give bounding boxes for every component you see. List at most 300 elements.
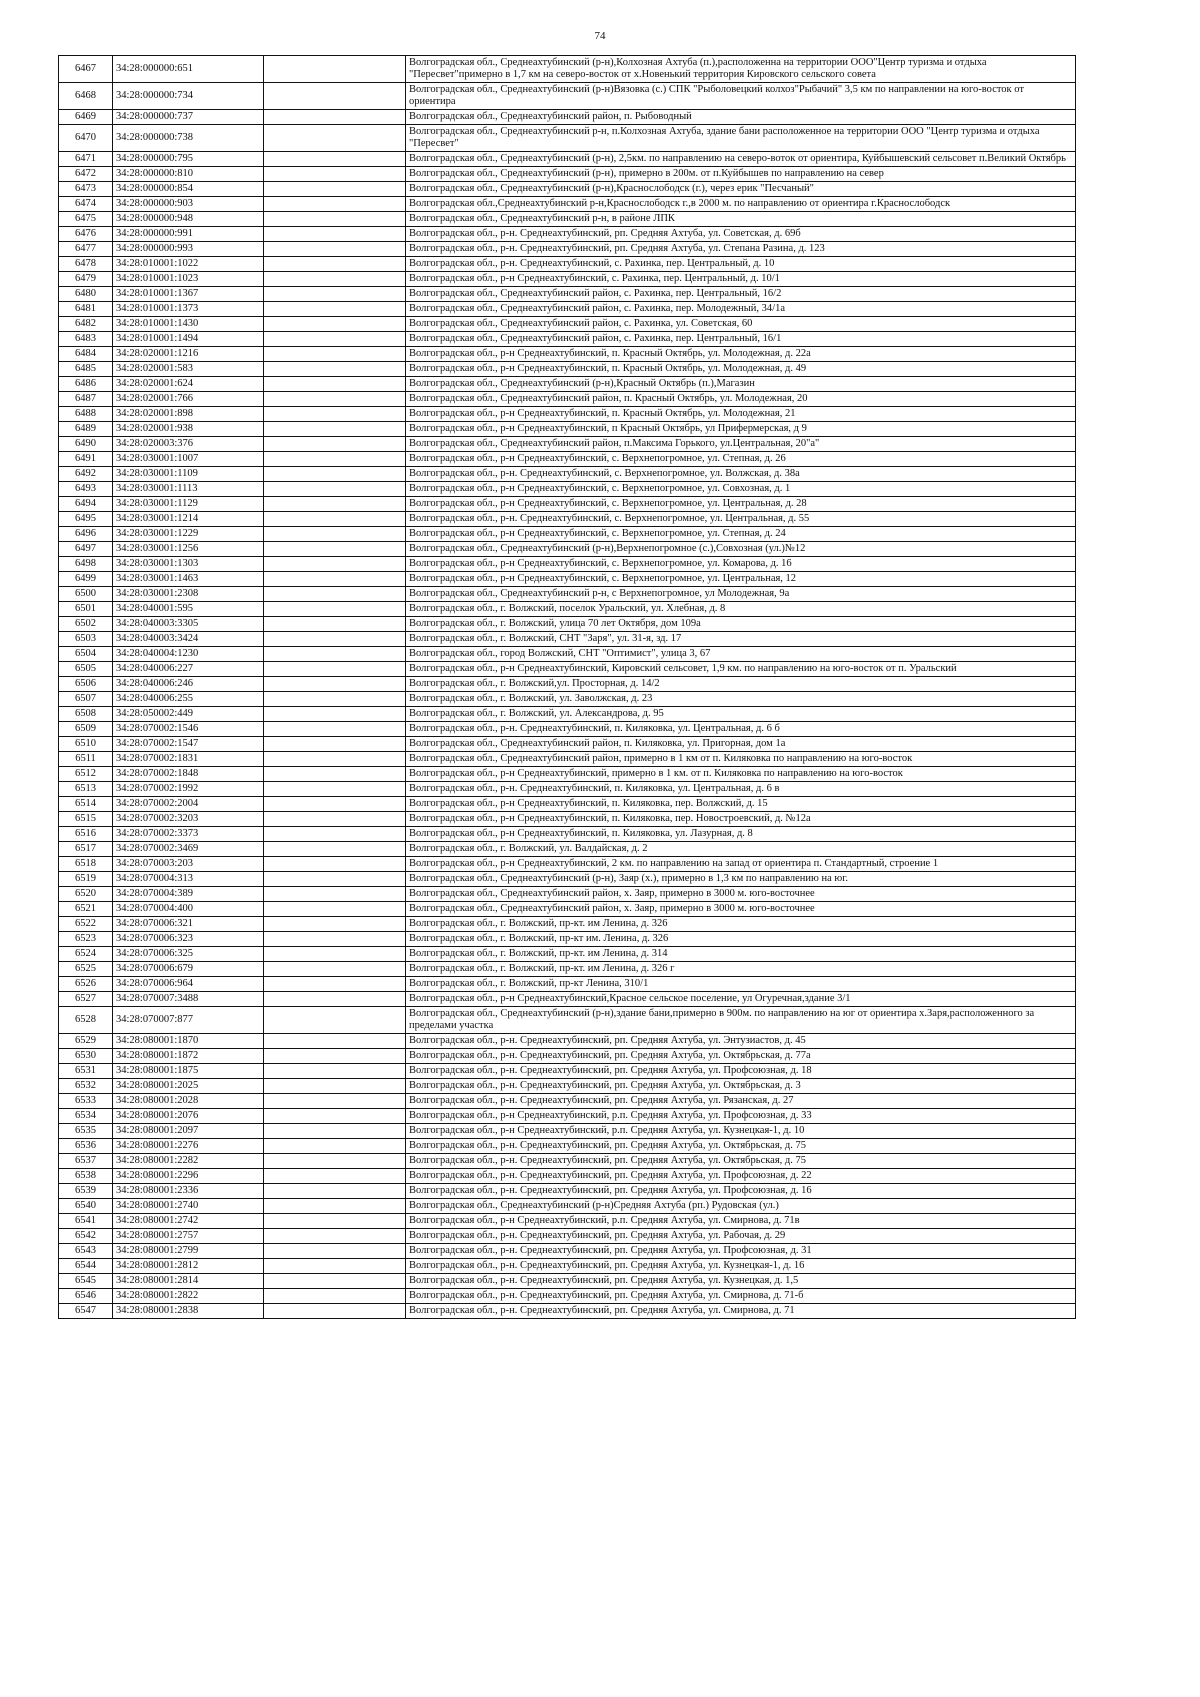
address-cell: Волгоградская обл., Среднеахтубинский район, с. Рахинка, пер. Центральный, 16/2 [406,287,1076,302]
address-cell: Волгоградская обл., Среднеахтубинский район, примерно в 1 км от п. Киляковка по направлению на юго-восток [406,752,1076,767]
cadastral-number: 34:28:040006:246 [113,677,264,692]
address-cell: Волгоградская обл., р-н Среднеахтубинский, с. Верхнепогромное, ул. Степная, д. 26 [406,452,1076,467]
table-row [59,722,1076,737]
row-number: 6499 [59,572,113,587]
table-row [59,617,1076,632]
empty-cell [264,1244,406,1259]
empty-cell [264,1049,406,1064]
empty-cell [264,407,406,422]
cadastral-number: 34:28:040006:227 [113,662,264,677]
address-cell: Волгоградская обл., Среднеахтубинский (р-н),Верхнепогромное (с.),Совхозная (ул.)№12 [406,542,1076,557]
row-number: 6498 [59,557,113,572]
address-cell: Волгоградская обл., Среднеахтубинский р-н, с Верхнепогромное, ул Молодежная, 9а [406,587,1076,602]
address-cell: Волгоградская обл., Среднеахтубинский (р-н),Красный Октябрь (п.),Магазин [406,377,1076,392]
address-cell: Волгоградская обл., г. Волжский, ул. Александрова, д. 95 [406,707,1076,722]
cadastral-number: 34:28:030001:1129 [113,497,264,512]
row-number: 6534 [59,1109,113,1124]
empty-cell [264,872,406,887]
table-row [59,797,1076,812]
row-number: 6473 [59,182,113,197]
cadastral-number: 34:28:070004:389 [113,887,264,902]
table-row [59,212,1076,227]
empty-cell [264,587,406,602]
row-number: 6515 [59,812,113,827]
row-number: 6484 [59,347,113,362]
row-number: 6508 [59,707,113,722]
table-row [59,302,1076,317]
address-cell: Волгоградская обл., Среднеахтубинский район, х. Заяр, примерно в 3000 м. юго-восточнее [406,887,1076,902]
table-row [59,1034,1076,1049]
cadastral-number: 34:28:080001:2025 [113,1079,264,1094]
empty-cell [264,287,406,302]
address-cell: Волгоградская обл., Среднеахтубинский (р-н), 2,5км. по направлению на северо-воток от ориентира, Куйбышевский сельсовет п.Великий Октябрь [406,152,1076,167]
cadastral-number: 34:28:070002:1546 [113,722,264,737]
row-number: 6519 [59,872,113,887]
row-number: 6518 [59,857,113,872]
row-number: 6524 [59,947,113,962]
empty-cell [264,887,406,902]
row-number: 6517 [59,842,113,857]
empty-cell [264,56,406,83]
cadastral-number: 34:28:070002:2004 [113,797,264,812]
table-row [59,887,1076,902]
cadastral-number: 34:28:070002:1547 [113,737,264,752]
row-number: 6522 [59,917,113,932]
row-number: 6541 [59,1214,113,1229]
address-cell: Волгоградская обл., Среднеахтубинский (р-н),Краснослободск (г.), через ерик "Песчаный" [406,182,1076,197]
table-row [59,1124,1076,1139]
empty-cell [264,377,406,392]
address-cell: Волгоградская обл., Среднеахтубинский район, п. Киляковка, ул. Пригорная, дом 1а [406,737,1076,752]
cadastral-number: 34:28:070002:3373 [113,827,264,842]
address-cell: Волгоградская обл., р-н Среднеахтубинский, с. Верхнепогромное, ул. Центральная, д. 28 [406,497,1076,512]
address-cell: Волгоградская обл., р-н. Среднеахтубинский, рп. Средняя Ахтуба, ул. Октябрьская, д. 3 [406,1079,1076,1094]
cadastral-number: 34:28:080001:2076 [113,1109,264,1124]
empty-cell [264,1259,406,1274]
empty-cell [264,647,406,662]
address-cell: Волгоградская обл., г. Волжский, пр-кт. им Ленина, д. 326 [406,917,1076,932]
row-number: 6537 [59,1154,113,1169]
table-row [59,782,1076,797]
cadastral-number: 34:28:080001:2799 [113,1244,264,1259]
address-cell: Волгоградская обл., р-н Среднеахтубинский, п. Красный Октябрь, ул. Молодежная, д. 49 [406,362,1076,377]
address-cell: Волгоградская обл., р-н. Среднеахтубинский, с. Верхнепогромное, ул. Волжская, д. 38а [406,467,1076,482]
cadastral-number: 34:28:000000:734 [113,83,264,110]
row-number: 6486 [59,377,113,392]
cadastral-number: 34:28:010001:1022 [113,257,264,272]
table-row [59,1274,1076,1289]
table-row [59,1154,1076,1169]
table-row [59,83,1076,110]
cadastral-number: 34:28:080001:2838 [113,1304,264,1319]
table-row [59,1079,1076,1094]
empty-cell [264,437,406,452]
row-number: 6474 [59,197,113,212]
address-cell: Волгоградская обл., р-н. Среднеахтубинский, рп. Средняя Ахтуба, ул. Профсоюзная, д. 16 [406,1184,1076,1199]
row-number: 6542 [59,1229,113,1244]
address-cell: Волгоградская обл., р-н Среднеахтубинский, с. Верхнепогромное, ул. Степная, д. 24 [406,527,1076,542]
cadastral-number: 34:28:000000:737 [113,110,264,125]
row-number: 6507 [59,692,113,707]
row-number: 6521 [59,902,113,917]
address-cell: Волгоградская обл., Среднеахтубинский (р-н),здание бани,примерно в 900м. по направлению на юг от ориентира х.Заря,расположенного за пределами участка [406,1007,1076,1034]
empty-cell [264,1229,406,1244]
empty-cell [264,812,406,827]
table-row [59,872,1076,887]
row-number: 6531 [59,1064,113,1079]
empty-cell [264,677,406,692]
cadastral-number: 34:28:010001:1430 [113,317,264,332]
empty-cell [264,1214,406,1229]
table-row [59,287,1076,302]
address-cell: Волгоградская обл., р-н Среднеахтубинский, п. Красный Октябрь, ул. Молодежная, д. 22а [406,347,1076,362]
table-row [59,947,1076,962]
cadastral-number: 34:28:010001:1373 [113,302,264,317]
table-row [59,1049,1076,1064]
row-number: 6488 [59,407,113,422]
table-row [59,1259,1076,1274]
address-cell: Волгоградская обл., р-н. Среднеахтубинский, рп. Средняя Ахтуба, ул. Смирнова, д. 71-б [406,1289,1076,1304]
cadastral-number: 34:28:070002:1831 [113,752,264,767]
empty-cell [264,272,406,287]
row-number: 6477 [59,242,113,257]
address-cell: Волгоградская обл., р-н Среднеахтубинский, с. Верхнепогромное, ул. Комарова, д. 16 [406,557,1076,572]
empty-cell [264,1139,406,1154]
table-row [59,1169,1076,1184]
address-cell: Волгоградская обл., Среднеахтубинский р-н, в районе ЛПК [406,212,1076,227]
empty-cell [264,572,406,587]
table-row [59,1304,1076,1319]
row-number: 6467 [59,56,113,83]
row-number: 6493 [59,482,113,497]
empty-cell [264,347,406,362]
address-cell: Волгоградская обл., р-н Среднеахтубинский, с. Рахинка, пер. Центральный, д. 10/1 [406,272,1076,287]
empty-cell [264,857,406,872]
cadastral-number: 34:28:080001:2336 [113,1184,264,1199]
row-number: 6481 [59,302,113,317]
cadastral-number: 34:28:000000:738 [113,125,264,152]
empty-cell [264,932,406,947]
empty-cell [264,152,406,167]
table-row [59,827,1076,842]
empty-cell [264,125,406,152]
cadastral-number: 34:28:070006:325 [113,947,264,962]
cadastral-number: 34:28:040001:595 [113,602,264,617]
cadastral-number: 34:28:080001:1875 [113,1064,264,1079]
address-cell: Волгоградская обл., р-н. Среднеахтубинский, п. Киляковка, ул. Центральная, д. 6 в [406,782,1076,797]
address-cell: Волгоградская обл., р-н. Среднеахтубинский, рп. Средняя Ахтуба, ул. Профсоюзная, д. 22 [406,1169,1076,1184]
row-number: 6506 [59,677,113,692]
row-number: 6526 [59,977,113,992]
row-number: 6496 [59,527,113,542]
row-number: 6535 [59,1124,113,1139]
table-row [59,917,1076,932]
address-cell: Волгоградская обл., р-н. Среднеахтубинский, рп. Средняя Ахтуба, ул. Смирнова, д. 71 [406,1304,1076,1319]
table-row [59,332,1076,347]
row-number: 6475 [59,212,113,227]
cadastral-number: 34:28:070004:400 [113,902,264,917]
cadastral-number: 34:28:080001:2282 [113,1154,264,1169]
cadastral-number: 34:28:080001:2296 [113,1169,264,1184]
table-row [59,437,1076,452]
empty-cell [264,752,406,767]
table-row [59,272,1076,287]
cadastral-number: 34:28:010001:1023 [113,272,264,287]
address-cell: Волгоградская обл.,Среднеахтубинский р-н,Краснослободск г.,в 2000 м. по направлению от ориентира г.Краснослободск [406,197,1076,212]
empty-cell [264,302,406,317]
cadastral-number: 34:28:000000:991 [113,227,264,242]
table-row [59,407,1076,422]
empty-cell [264,1034,406,1049]
cadastral-number: 34:28:030001:1214 [113,512,264,527]
row-number: 6528 [59,1007,113,1034]
cadastral-number: 34:28:020003:376 [113,437,264,452]
cadastral-number: 34:28:080001:2028 [113,1094,264,1109]
empty-cell [264,962,406,977]
row-number: 6525 [59,962,113,977]
empty-cell [264,332,406,347]
registry-table-body [59,56,1076,1319]
cadastral-number: 34:28:070002:3469 [113,842,264,857]
cadastral-number: 34:28:040004:1230 [113,647,264,662]
cadastral-number: 34:28:080001:2097 [113,1124,264,1139]
empty-cell [264,1199,406,1214]
address-cell: Волгоградская обл., Среднеахтубинский (р-н), Заяр (х.), примерно в 1,3 км по направлению на юг. [406,872,1076,887]
address-cell: Волгоградская обл., р-н. Среднеахтубинский, с. Верхнепогромное, ул. Центральная, д. 55 [406,512,1076,527]
cadastral-number: 34:28:030001:1007 [113,452,264,467]
address-cell: Волгоградская обл., р-н Среднеахтубинский,Красное сельское поселение, ул Огуречная,здание 3/1 [406,992,1076,1007]
empty-cell [264,242,406,257]
empty-cell [264,782,406,797]
address-cell: Волгоградская обл., р-н. Среднеахтубинский, рп. Средняя Ахтуба, ул. Октябрьская, д. 75 [406,1154,1076,1169]
cadastral-number: 34:28:080001:1872 [113,1049,264,1064]
empty-cell [264,197,406,212]
row-number: 6500 [59,587,113,602]
cadastral-number: 34:28:000000:795 [113,152,264,167]
cadastral-number: 34:28:000000:810 [113,167,264,182]
row-number: 6545 [59,1274,113,1289]
address-cell: Волгоградская обл., Среднеахтубинский район, с. Рахинка, пер. Молодежный, 34/1а [406,302,1076,317]
table-row [59,992,1076,1007]
cadastral-number: 34:28:030001:1109 [113,467,264,482]
row-number: 6538 [59,1169,113,1184]
table-row [59,932,1076,947]
empty-cell [264,1169,406,1184]
table-row [59,692,1076,707]
cadastral-number: 34:28:030001:2308 [113,587,264,602]
cadastral-number: 34:28:080001:2740 [113,1199,264,1214]
row-number: 6471 [59,152,113,167]
address-cell: Волгоградская обл., Среднеахтубинский район, п. Красный Октябрь, ул. Молодежная, 20 [406,392,1076,407]
table-row [59,167,1076,182]
row-number: 6490 [59,437,113,452]
empty-cell [264,1079,406,1094]
row-number: 6468 [59,83,113,110]
empty-cell [264,767,406,782]
row-number: 6529 [59,1034,113,1049]
empty-cell [264,662,406,677]
table-row [59,752,1076,767]
row-number: 6469 [59,110,113,125]
empty-cell [264,977,406,992]
row-number: 6495 [59,512,113,527]
address-cell: Волгоградская обл., р-н. Среднеахтубинский, рп. Средняя Ахтуба, ул. Советская, д. 69б [406,227,1076,242]
empty-cell [264,212,406,227]
table-row [59,962,1076,977]
cadastral-number: 34:28:070006:964 [113,977,264,992]
row-number: 6494 [59,497,113,512]
address-cell: Волгоградская обл., р-н Среднеахтубинский, п. Киляковка, пер. Новостроевский, д. №12а [406,812,1076,827]
address-cell: Волгоградская обл., р-н. Среднеахтубинский, рп. Средняя Ахтуба, ул. Рабочая, д. 29 [406,1229,1076,1244]
table-row [59,497,1076,512]
cadastral-number: 34:28:070004:313 [113,872,264,887]
table-row [59,125,1076,152]
row-number: 6472 [59,167,113,182]
empty-cell [264,842,406,857]
row-number: 6478 [59,257,113,272]
cadastral-number: 34:28:080001:2742 [113,1214,264,1229]
address-cell: Волгоградская обл., Среднеахтубинский (р-н), примерно в 200м. от п.Куйбышев по направлению на север [406,167,1076,182]
address-cell: Волгоградская обл., г. Волжский, пр-кт Ленина, 310/1 [406,977,1076,992]
address-cell: Волгоградская обл., р-н. Среднеахтубинский, п. Киляковка, ул. Центральная, д. 6 б [406,722,1076,737]
empty-cell [264,512,406,527]
address-cell: Волгоградская обл., р-н Среднеахтубинский, Кировский сельсовет, 1,9 км. по направлению на юго-восток от п. Уральский [406,662,1076,677]
row-number: 6546 [59,1289,113,1304]
empty-cell [264,482,406,497]
address-cell: Волгоградская обл., р-н. Среднеахтубинский, рп. Средняя Ахтуба, ул. Октябрьская, д. 75 [406,1139,1076,1154]
address-cell: Волгоградская обл., Среднеахтубинский район, с. Рахинка, ул. Советская, 60 [406,317,1076,332]
empty-cell [264,632,406,647]
table-row [59,227,1076,242]
address-cell: Волгоградская обл., р-н. Среднеахтубинский, рп. Средняя Ахтуба, ул. Профсоюзная, д. 31 [406,1244,1076,1259]
row-number: 6520 [59,887,113,902]
row-number: 6527 [59,992,113,1007]
row-number: 6516 [59,827,113,842]
table-row [59,467,1076,482]
table-row [59,347,1076,362]
address-cell: Волгоградская обл., р-н. Среднеахтубинский, с. Рахинка, пер. Центральный, д. 10 [406,257,1076,272]
address-cell: Волгоградская обл., р-н. Среднеахтубинский, рп. Средняя Ахтуба, ул. Кузнецкая, д. 1,5 [406,1274,1076,1289]
address-cell: Волгоградская обл., р-н Среднеахтубинский, с. Верхнепогромное, ул. Совхозная, д. 1 [406,482,1076,497]
address-cell: Волгоградская обл., Среднеахтубинский район, х. Заяр, примерно в 3000 м. юго-восточнее [406,902,1076,917]
table-row [59,56,1076,83]
cadastral-number: 34:28:070003:203 [113,857,264,872]
cadastral-number: 34:28:030001:1303 [113,557,264,572]
address-cell: Волгоградская обл., г. Волжский, СНТ "Заря", ул. 31-я, зд. 17 [406,632,1076,647]
empty-cell [264,1124,406,1139]
empty-cell [264,1007,406,1034]
empty-cell [264,902,406,917]
empty-cell [264,557,406,572]
table-row [59,242,1076,257]
empty-cell [264,1064,406,1079]
address-cell: Волгоградская обл., р-н. Среднеахтубинский, рп. Средняя Ахтуба, ул. Рязанская, д. 27 [406,1094,1076,1109]
empty-cell [264,1154,406,1169]
table-row [59,767,1076,782]
table-row [59,1139,1076,1154]
address-cell: Волгоградская обл., Среднеахтубинский (р-н)Средняя Ахтуба (рп.) Рудовская (ул.) [406,1199,1076,1214]
row-number: 6513 [59,782,113,797]
address-cell: Волгоградская обл., Среднеахтубинский (р-н),Колхозная Ахтуба (п.),расположенна на территории ООО"Центр туризма и отдыха "Пересвет"примерно в 1,7 км на северо-восток от х.Новенький территория Кировского сельского совета [406,56,1076,83]
table-row [59,1214,1076,1229]
table-row [59,1244,1076,1259]
registry-table [58,55,1076,1319]
row-number: 6547 [59,1304,113,1319]
empty-cell [264,1289,406,1304]
address-cell: Волгоградская обл., г. Волжский, поселок Уральский, ул. Хлебная, д. 8 [406,602,1076,617]
cadastral-number: 34:28:040006:255 [113,692,264,707]
row-number: 6482 [59,317,113,332]
empty-cell [264,392,406,407]
empty-cell [264,737,406,752]
cadastral-number: 34:28:070006:321 [113,917,264,932]
cadastral-number: 34:28:070006:323 [113,932,264,947]
empty-cell [264,827,406,842]
cadastral-number: 34:28:030001:1463 [113,572,264,587]
cadastral-number: 34:28:020001:766 [113,392,264,407]
table-row [59,1109,1076,1124]
row-number: 6536 [59,1139,113,1154]
address-cell: Волгоградская обл., Среднеахтубинский район, с. Рахинка, пер. Центральный, 16/1 [406,332,1076,347]
row-number: 6539 [59,1184,113,1199]
table-row [59,647,1076,662]
row-number: 6489 [59,422,113,437]
table-row [59,632,1076,647]
row-number: 6491 [59,452,113,467]
row-number: 6485 [59,362,113,377]
row-number: 6470 [59,125,113,152]
row-number: 6505 [59,662,113,677]
address-cell: Волгоградская обл., г. Волжский, ул. Заволжская, д. 23 [406,692,1076,707]
empty-cell [264,1274,406,1289]
row-number: 6514 [59,797,113,812]
address-cell: Волгоградская обл., р-н. Среднеахтубинский, рп. Средняя Ахтуба, ул. Профсоюзная, д. 18 [406,1064,1076,1079]
empty-cell [264,1109,406,1124]
table-row [59,677,1076,692]
table-row [59,317,1076,332]
address-cell: Волгоградская обл., р-н. Среднеахтубинский, рп. Средняя Ахтуба, ул. Энтузиастов, д. 45 [406,1034,1076,1049]
cadastral-number: 34:28:040003:3424 [113,632,264,647]
address-cell: Волгоградская обл., город Волжский, СНТ "Оптимист", улица 3, 67 [406,647,1076,662]
cadastral-number: 34:28:080001:2814 [113,1274,264,1289]
row-number: 6533 [59,1094,113,1109]
address-cell: Волгоградская обл., р-н. Среднеахтубинский, рп. Средняя Ахтуба, ул. Кузнецкая-1, д. 16 [406,1259,1076,1274]
cadastral-number: 34:28:070002:1992 [113,782,264,797]
empty-cell [264,167,406,182]
cadastral-number: 34:28:010001:1494 [113,332,264,347]
address-cell: Волгоградская обл., р-н. Среднеахтубинский, рп. Средняя Ахтуба, ул. Октябрьская, д. 77а [406,1049,1076,1064]
table-row [59,257,1076,272]
cadastral-number: 34:28:070002:3203 [113,812,264,827]
table-row [59,392,1076,407]
cadastral-number: 34:28:000000:651 [113,56,264,83]
address-cell: Волгоградская обл., р-н. Среднеахтубинский, рп. Средняя Ахтуба, ул. Степана Разина, д. 123 [406,242,1076,257]
empty-cell [264,83,406,110]
table-row [59,977,1076,992]
table-row [59,662,1076,677]
cadastral-number: 34:28:080001:2757 [113,1229,264,1244]
cadastral-number: 34:28:020001:938 [113,422,264,437]
table-row [59,512,1076,527]
address-cell: Волгоградская обл., р-н Среднеахтубинский, 2 км. по направлению на запад от ориентира п. Стандартный, строение 1 [406,857,1076,872]
row-number: 6501 [59,602,113,617]
row-number: 6479 [59,272,113,287]
cadastral-number: 34:28:020001:898 [113,407,264,422]
empty-cell [264,110,406,125]
row-number: 6502 [59,617,113,632]
table-row [59,527,1076,542]
cadastral-number: 34:28:030001:1256 [113,542,264,557]
